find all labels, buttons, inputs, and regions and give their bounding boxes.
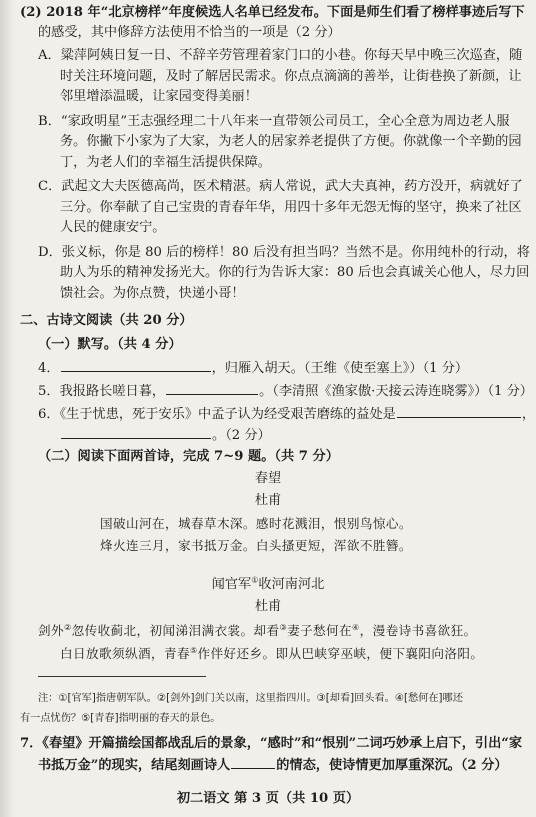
q6-answer-blank-2[interactable] bbox=[61, 426, 211, 439]
option-b-line1: B．“家政明星”王志强经理二十八年来一直带领公司员工，全心全意为周边老人服 bbox=[38, 114, 510, 129]
q5-source: 。（李清照《渔家傲·天接云涛连晓雾》）（1 分） bbox=[259, 384, 533, 399]
option-d-line2: 助人为乐的精神发扬光大。你的行为告诉大家：80 后也会真诚关心他人，尽力回 bbox=[60, 265, 530, 280]
option-a-line2: 时关注环境问题，及时了解居民需求。你点点滴滴的善举，让街巷换了新颜，让 bbox=[60, 69, 522, 84]
q4-text: ，归雁入胡天。（王维《使至塞上》）（1 分） bbox=[211, 361, 469, 376]
poem2-l1-seg2: 忽传收蓟北，初闻涕泪满衣裳。却看 bbox=[71, 623, 280, 638]
q7-tail: 的情态，使诗情更加厚重深沉。（2 分） bbox=[276, 758, 508, 773]
option-c-line1: C．武起文大夫医德高尚，医术精湛。病人常说，武大夫真神，药方没开，病就好了 bbox=[38, 179, 523, 194]
notes-divider bbox=[38, 676, 206, 677]
question-7-line2 bbox=[38, 756, 508, 774]
question-4 bbox=[38, 359, 468, 377]
question-6-line1 bbox=[38, 405, 535, 423]
q6-answer-blank-1[interactable] bbox=[397, 405, 521, 418]
question-5 bbox=[38, 382, 533, 400]
poem1-line1: 国破山河在，城春草木深。感时花溅泪，恨别鸟惊心。 bbox=[100, 516, 412, 531]
option-c-line3: 人民的健康安宁。 bbox=[60, 220, 166, 235]
section-title: 二、古诗文阅读（共 20 分） bbox=[20, 313, 193, 328]
poem1-author: 杜甫 bbox=[254, 493, 282, 508]
q2-stem-line1: (2) 2018 年“北京榜样”年度候选人名单已经发布。下面是师生们看了榜样事迹后写下 bbox=[20, 5, 525, 20]
poem2-title-part2: 收河南河北 bbox=[258, 577, 325, 592]
poem2-l2-seg1: 白日放歌须纵酒，青春 bbox=[60, 646, 190, 661]
question-6-line2 bbox=[60, 426, 271, 444]
poem2-l1-seg4: ，漫卷诗书喜欲狂。 bbox=[359, 623, 477, 638]
poem2-l1-seg1: 剑外 bbox=[38, 623, 64, 638]
q6-number: 6． bbox=[38, 407, 60, 422]
poem2-title-part1: 闻官军 bbox=[211, 577, 252, 592]
part1-heading: （一）默写。（共 4 分） bbox=[38, 337, 182, 352]
option-b-line3: 丁，为老人们的幸福生活提供保障。 bbox=[60, 155, 271, 170]
q2-stem-line2: 的感受，其中修辞方法使用不恰当的一项是（2 分） bbox=[38, 25, 341, 40]
q7-answer-blank[interactable] bbox=[231, 756, 275, 769]
poem2-note-mark-1: ① bbox=[251, 575, 259, 585]
option-c-line2: 三分。你奉献了自己宝贵的青春年华，用四十多年无怨无悔的坚守，换来了社区 bbox=[60, 200, 522, 215]
option-a-line1: A．粱萍阿姨日复一日、不辞辛劳管理着家门口的小巷。你每天早中晚三次巡查，随 bbox=[38, 48, 523, 63]
q5-answer-blank[interactable] bbox=[166, 382, 258, 395]
q5-number: 5． bbox=[38, 384, 60, 399]
option-d-line3: 馈社会。为你点赞，快递小哥！ bbox=[60, 286, 245, 301]
poem1-title: 春望 bbox=[254, 471, 282, 486]
poem1-line2: 烽火连三月，家书抵万金。白头搔更短，浑欲不胜簪。 bbox=[100, 538, 412, 553]
poem2-note-mark-2: ② bbox=[64, 622, 72, 632]
q6-comma: ， bbox=[521, 407, 536, 422]
poem2-note-mark-5: ⑤ bbox=[189, 645, 198, 655]
poem2-l2-seg2: 作伴好还乡。即从巴峡穿巫峡，便下襄阳向洛阳。 bbox=[197, 646, 484, 661]
poem2-author: 杜甫 bbox=[254, 599, 282, 614]
q6-score: 。（2 分） bbox=[212, 428, 271, 443]
poem2-note-mark-3: ③ bbox=[279, 622, 288, 632]
poem2-l1-seg3: 妻子愁何在 bbox=[287, 623, 353, 638]
page-edge-shadow bbox=[0, 0, 14, 817]
option-d-line1: D．张义标，你是 80 后的榜样！80 后没有担当吗？当然不是。你用纯朴的行动，将 bbox=[38, 245, 530, 260]
notes-line1: 注：①[官军]指唐朝军队。②[剑外]剑门关以南，这里指四川。③[却看]回头看。④[愁何在]哪还 bbox=[38, 693, 463, 704]
part2-heading: （二）阅读下面两首诗，完成 7~9 题。（共 7 分） bbox=[38, 449, 339, 464]
notes-line2: 有一点忧伤？⑤[青春]指明丽的春天的景色。 bbox=[20, 713, 221, 724]
poem2-line1 bbox=[38, 622, 477, 639]
q6-prompt: 《生于忧患，死于安乐》中孟子认为经受艰苦磨练的益处是 bbox=[59, 407, 396, 422]
option-b-line2: 务。你撇下小家为了大家，为老人的居家养老提供了方便。你就像一个辛勤的园 bbox=[60, 134, 522, 149]
q4-number: 4． bbox=[38, 361, 60, 376]
q5-prompt: 我报路长嗟日暮， bbox=[59, 384, 166, 399]
question-7-line1: 7．《春望》开篇描绘国都战乱后的景象，“感时”和“恨别”二词巧妙承上启下，引出“家 bbox=[20, 736, 523, 751]
q4-answer-blank[interactable] bbox=[61, 359, 211, 372]
poem2-line2 bbox=[60, 645, 483, 662]
poem2-title bbox=[0, 576, 536, 593]
poem2-note-mark-4: ④ bbox=[352, 622, 360, 632]
option-a-line3: 邻里增添温暖，让家园变得美丽！ bbox=[60, 89, 258, 104]
page-footer: 初二语文 第 3 页（共 10 页） bbox=[176, 791, 360, 806]
q7-prompt: 书抵万金”的现实，结尾刻画诗人 bbox=[38, 758, 231, 773]
